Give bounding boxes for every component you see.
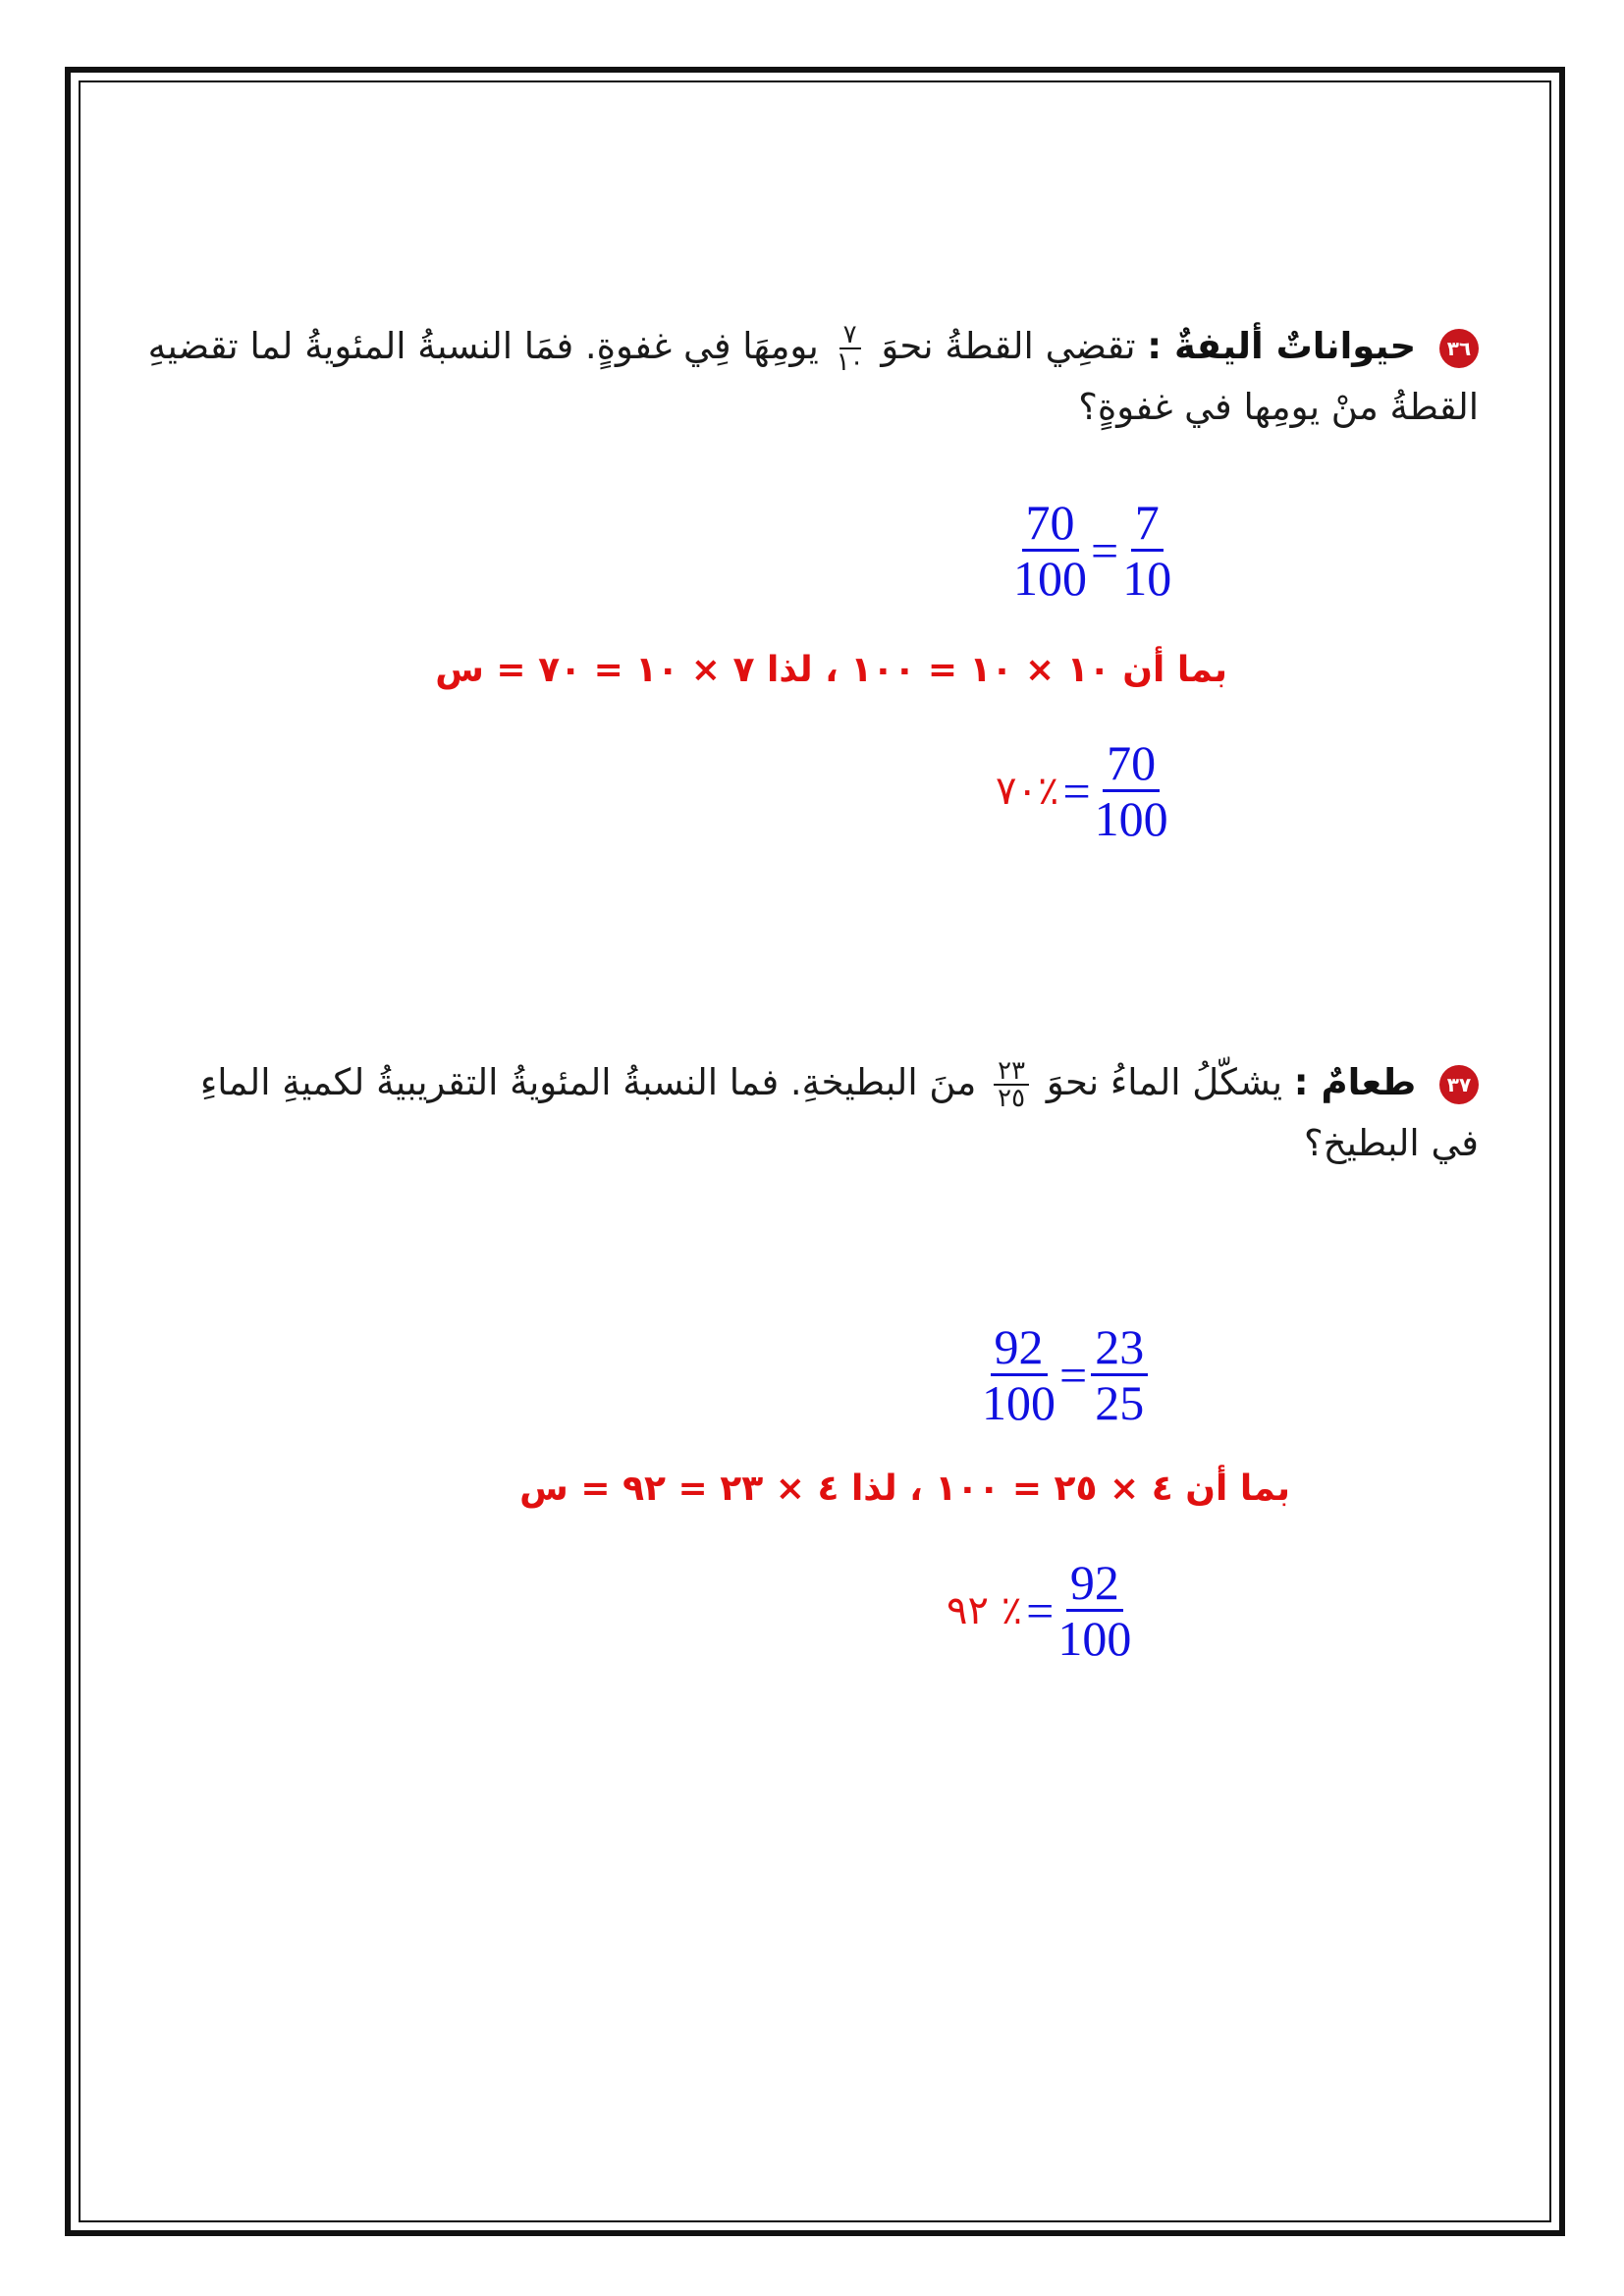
solution-line-36: بما أن ١٠ × ١٠ = ١٠٠ ، لذا ٧ × ١٠ = ٧٠ = س <box>435 650 1227 690</box>
problem-36-statement <box>143 316 1479 438</box>
percent-result: ٩٢ ٪ <box>947 1587 1023 1633</box>
fraction-numerator: 92 <box>991 1320 1048 1376</box>
equals-sign: = <box>1091 522 1119 578</box>
solution-line-37: بما أن ٤ × ٢٥ = ١٠٠ ، لذا ٤ × ٢٣ = ٩٢ = س <box>519 1468 1290 1509</box>
problem-fraction <box>994 1055 1029 1113</box>
equals-sign: = <box>1059 1347 1088 1403</box>
fraction-numerator: 23 <box>1091 1320 1148 1376</box>
equivalent-fraction <box>1013 496 1087 605</box>
percent-equation-37 <box>933 1556 1131 1665</box>
problem-37-statement <box>143 1052 1479 1174</box>
equivalent-fraction <box>982 1320 1056 1429</box>
problem-number-badge: ٣٦ <box>1439 329 1479 368</box>
fraction-numerator: 7 <box>1131 496 1164 552</box>
fraction-denominator: 100 <box>1013 551 1087 606</box>
equivalence-equation-37 <box>982 1320 1148 1429</box>
equals-sign: = <box>1062 763 1091 819</box>
fraction-denominator: 100 <box>1057 1611 1132 1666</box>
problem-topic: طعامٌ : <box>1293 1061 1417 1103</box>
fraction-denominator: 10 <box>1122 551 1172 606</box>
fraction-numerator: 92 <box>1066 1556 1123 1612</box>
fraction-numerator: 70 <box>1022 496 1079 552</box>
given-fraction <box>1122 496 1171 605</box>
fraction-numerator: ٧ <box>839 322 861 349</box>
problem-text-before: تقضِي القطةُ نحوَ <box>881 325 1136 367</box>
fraction-denominator: 25 <box>1095 1375 1145 1430</box>
fraction-numerator: 70 <box>1103 736 1160 792</box>
percent-equation-36 <box>982 736 1168 845</box>
problem-topic: حيواناتٌ أليفةٌ : <box>1147 325 1417 367</box>
problem-text-after: منَ البطيخةِ. فما النسبةُ المئويةُ التقريبيةُ لكميةِ الماءِ في البطيخ؟ <box>199 1061 1479 1164</box>
problem-fraction <box>836 319 864 377</box>
equals-sign: = <box>1026 1582 1055 1638</box>
percent-fraction <box>1095 736 1168 845</box>
problem-text-before: يشكّلُ الماءُ نحوَ <box>1046 1061 1283 1103</box>
fraction-denominator: 100 <box>1094 791 1168 846</box>
problem-text-after: يومِهَا فِي غفوةٍ. فمَا النسبةُ المئويةُ لما تقضيهِ القطةُ منْ يومِها في غفوةٍ؟ <box>147 325 1479 428</box>
equivalence-equation-36 <box>1013 496 1171 605</box>
percent-fraction <box>1057 1556 1131 1665</box>
fraction-denominator: ٢٥ <box>998 1083 1026 1113</box>
fraction-denominator: 100 <box>982 1375 1056 1430</box>
problem-number-badge: ٣٧ <box>1439 1065 1479 1104</box>
given-fraction <box>1091 1320 1148 1429</box>
fraction-denominator: ١٠ <box>836 347 864 377</box>
fraction-numerator: ٢٣ <box>994 1058 1029 1086</box>
percent-result: ٧٠٪ <box>996 768 1059 814</box>
